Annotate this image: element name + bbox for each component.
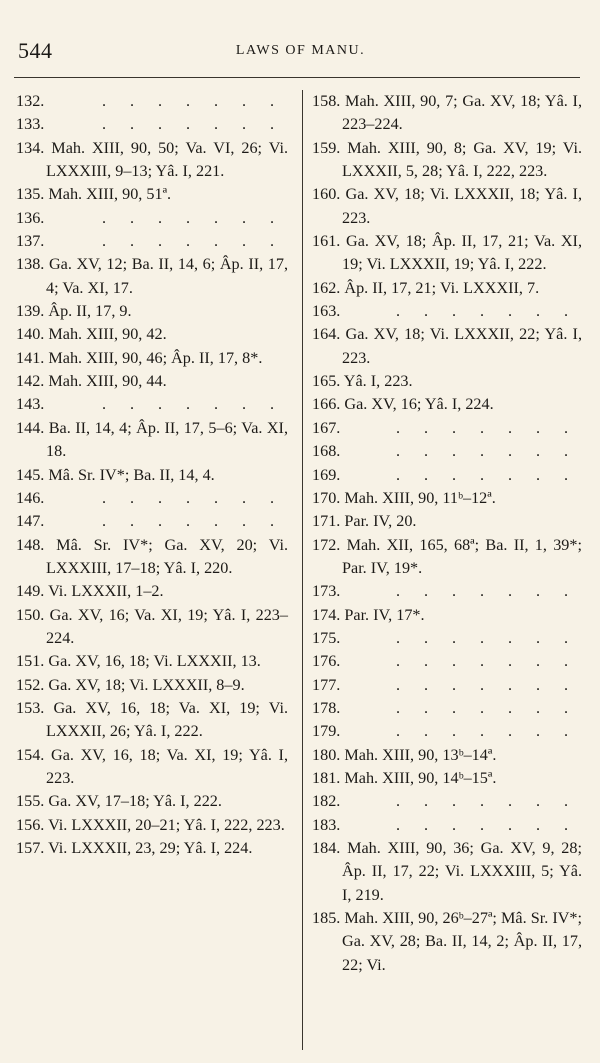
concordance-entry: 170. Mah. XIII, 90, 11ᵇ–12ª. (312, 488, 496, 507)
concordance-entry: 151. Ga. XV, 16, 18; Vi. LXXXII, 13. (16, 652, 261, 671)
dot-leader: . . . . . . . (101, 92, 275, 110)
concordance-entry: 159. Mah. XIII, 90, 8; Ga. XV, 19; Vi. LXXXII, 5, 28; Yâ. I, 222, 223. (312, 138, 582, 181)
concordance-entry: 172. Mah. XII, 165, 68ª; Ba. II, 1, 39*; Par. IV, 19*. (312, 535, 582, 577)
concordance-entry: 157. Vi. LXXXII, 23, 29; Yâ. I, 224. (16, 839, 253, 857)
concordance-entry: 142. Mah. XIII, 90, 44. (16, 372, 167, 391)
concordance-entry: 158. Mah. XIII, 90, 7; Ga. XV, 18; Yâ. I, 223–224. (312, 92, 582, 134)
verse-number: 183. (312, 815, 341, 834)
dot-leader: . . . . . . . (395, 652, 569, 671)
dot-leader: . . . . . . . (101, 232, 275, 251)
dot-leader: . . . . . . . (101, 395, 275, 414)
page-header (18, 38, 583, 74)
dot-leader: . . . . . . . (395, 302, 569, 321)
verse-number: 136. (16, 208, 45, 227)
dot-leader: . . . . . . . (395, 815, 569, 834)
verse-number: 147. (16, 512, 45, 531)
concordance-entry (312, 697, 582, 720)
concordance-entry: 148. Mâ. Sr. IV*; Ga. XV, 20; Vi. LXXXIII, 17–18; Yâ. I, 220. (16, 535, 288, 577)
left-column (16, 90, 288, 860)
concordance-entry (312, 790, 582, 813)
concordance-entry: 165. Yâ. I, 223. (312, 372, 413, 391)
concordance-entry: 171. Par. IV, 20. (312, 512, 417, 531)
concordance-entry: 145. Mâ. Sr. IV*; Ba. II, 14, 4. (16, 465, 215, 484)
dot-leader: . . . . . . . (395, 465, 569, 484)
concordance-entry (16, 113, 288, 136)
concordance-entry (16, 393, 288, 416)
concordance-entry: 149. Vi. LXXXII, 1–2. (16, 582, 164, 601)
concordance-entry: 156. Vi. LXXXII, 20–21; Yâ. I, 222, 223. (16, 815, 285, 834)
header-rule (14, 77, 580, 78)
concordance-entry: 181. Mah. XIII, 90, 14ᵇ–15ª. (312, 768, 497, 787)
concordance-entry: 153. Ga. XV, 16, 18; Va. XI, 19; Vi. LXXXII, 26; Yâ. I, 222. (16, 698, 288, 741)
verse-number: 168. (312, 442, 341, 461)
dot-leader: . . . . . . . (101, 115, 275, 134)
concordance-entry: 164. Ga. XV, 18; Vi. LXXXII, 22; Yâ. I, 223. (312, 325, 582, 367)
verse-number: 133. (16, 115, 45, 134)
verse-number: 167. (312, 418, 341, 437)
dot-leader: . . . . . . . (101, 488, 275, 507)
concordance-entry: 174. Par. IV, 17*. (312, 605, 425, 624)
concordance-entry: 139. Âp. II, 17, 9. (16, 302, 132, 321)
dot-leader: . . . . . . . (101, 208, 275, 227)
dot-leader: . . . . . . . (395, 698, 569, 717)
concordance-entry: 138. Ga. XV, 12; Ba. II, 14, 6; Âp. II, 17, 4; Va. XI, 17. (16, 255, 288, 297)
verse-number: 173. (312, 582, 341, 601)
concordance-entry (312, 440, 582, 463)
concordance-entry: 161. Ga. XV, 18; Âp. II, 17, 21; Va. XI, 19; Vi. LXXXII, 19; Yâ. I, 222. (312, 232, 582, 274)
column-divider (302, 90, 303, 1050)
concordance-entry: 160. Ga. XV, 18; Vi. LXXXII, 18; Yâ. I, 223. (312, 185, 582, 227)
concordance-entry (16, 510, 288, 533)
verse-number: 178. (312, 698, 341, 717)
verse-number: 182. (312, 792, 341, 811)
concordance-entry (16, 487, 288, 510)
concordance-entry (312, 417, 582, 440)
concordance-entry (16, 207, 288, 230)
concordance-entry: 141. Mah. XIII, 90, 46; Âp. II, 17, 8*. (16, 348, 263, 367)
dot-leader: . . . . . . . (395, 675, 569, 694)
concordance-entry: 144. Ba. II, 14, 4; Âp. II, 17, 5–6; Va. XI, 18. (16, 418, 288, 461)
verse-number: 137. (16, 232, 45, 251)
dot-leader: . . . . . . . (395, 442, 569, 461)
verse-number: 177. (312, 675, 341, 694)
concordance-entry: 185. Mah. XIII, 90, 26ᵇ–27ª; Mâ. Sr. IV*; Ga. XV, 28; Ba. II, 14, 2; Âp. II, 17, 22; Vi. (312, 909, 582, 974)
concordance-entry: 184. Mah. XIII, 90, 36; Ga. XV, 9, 28; Âp. II, 17, 22; Vi. LXXXIII, 5; Yâ. I, 219. (312, 839, 582, 904)
concordance-entry (312, 720, 582, 743)
concordance-entry (16, 230, 288, 253)
verse-number: 176. (312, 652, 341, 671)
verse-number: 163. (312, 302, 341, 321)
dot-leader: . . . . . . . (395, 722, 569, 741)
verse-number: 143. (16, 395, 45, 414)
concordance-entry: 154. Ga. XV, 16, 18; Va. XI, 19; Yâ. I, 223. (16, 745, 288, 787)
verse-number: 169. (312, 465, 341, 484)
concordance-entry: 152. Ga. XV, 18; Vi. LXXXII, 8–9. (16, 675, 245, 694)
concordance-entry (312, 814, 582, 837)
concordance-entry (312, 650, 582, 673)
verse-number: 175. (312, 628, 341, 647)
concordance-entry: 155. Ga. XV, 17–18; Yâ. I, 222. (16, 792, 222, 811)
verse-number: 132. (16, 92, 45, 110)
concordance-entry (312, 300, 582, 323)
concordance-entry: 135. Mah. XIII, 90, 51ª. (16, 185, 172, 204)
concordance-entry (312, 580, 582, 603)
concordance-entry (312, 464, 582, 487)
right-column (312, 90, 582, 977)
concordance-entry (16, 90, 288, 113)
running-title: LAWS OF MANU. (235, 43, 366, 58)
dot-leader: . . . . . . . (101, 512, 275, 531)
dot-leader: . . . . . . . (395, 418, 569, 437)
dot-leader: . . . . . . . (395, 582, 569, 601)
concordance-entry: 166. Ga. XV, 16; Yâ. I, 224. (312, 395, 494, 414)
concordance-entry: 162. Âp. II, 17, 21; Vi. LXXXII, 7. (312, 278, 540, 297)
concordance-entry: 134. Mah. XIII, 90, 50; Va. VI, 26; Vi. LXXXIII, 9–13; Yâ. I, 221. (16, 138, 288, 181)
dot-leader: . . . . . . . (395, 792, 569, 811)
concordance-entry: 140. Mah. XIII, 90, 42. (16, 325, 167, 344)
page-number: 544 (18, 38, 53, 63)
concordance-entry: 180. Mah. XIII, 90, 13ᵇ–14ª. (312, 745, 497, 764)
dot-leader: . . . . . . . (395, 628, 569, 647)
concordance-entry (312, 674, 582, 697)
verse-number: 146. (16, 488, 45, 507)
verse-number: 179. (312, 722, 341, 741)
concordance-entry (312, 627, 582, 650)
concordance-entry: 150. Ga. XV, 16; Va. XI, 19; Yâ. I, 223–224. (16, 605, 288, 647)
